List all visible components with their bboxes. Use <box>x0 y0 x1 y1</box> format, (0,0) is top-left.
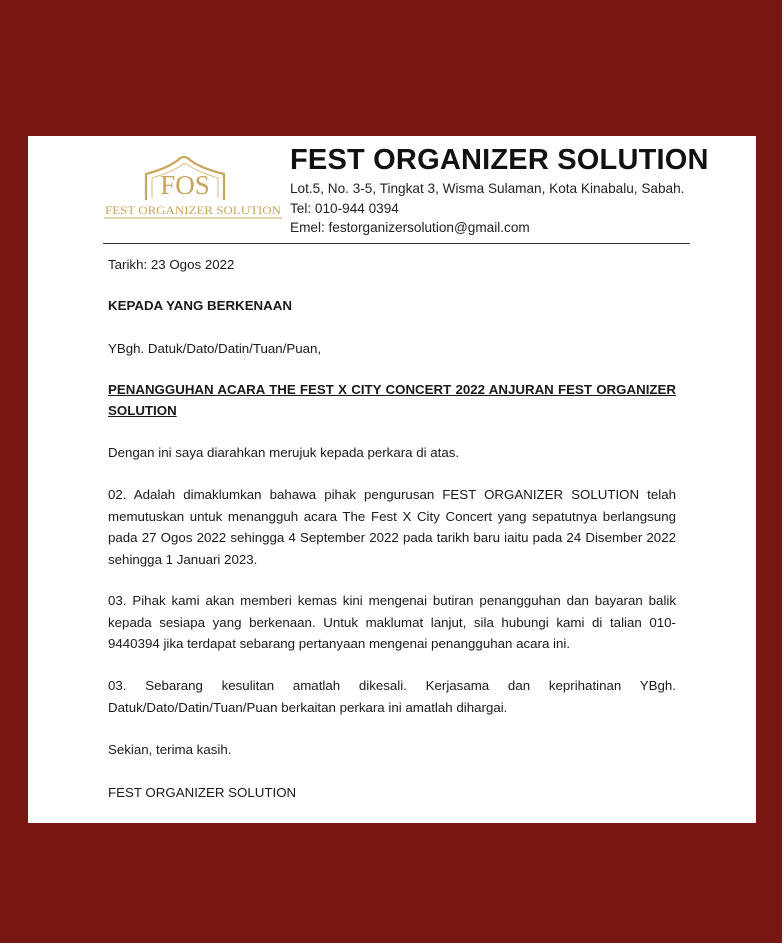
company-address: Lot.5, No. 3-5, Tingkat 3, Wisma Sulaman, Kota Kinabalu, Sabah. <box>290 181 685 196</box>
company-name: FEST ORGANIZER SOLUTION <box>290 144 709 176</box>
letter-date: Tarikh: 23 Ogos 2022 <box>108 257 235 272</box>
logo-wordmark: FEST ORGANIZER SOLUTION <box>105 205 281 217</box>
company-phone: Tel: 010-944 0394 <box>290 201 399 216</box>
letter-subject: PENANGGUHAN ACARA THE FEST X CITY CONCERT 2022 ANJURAN FEST ORGANIZER SOLUTION <box>108 382 676 418</box>
letter-paragraph-2: 02. Adalah dimaklumkan bahawa pihak pengurusan FEST ORGANIZER SOLUTION telah memutuskan untuk menangguh acara The Fest X City Concert yang sepatutnya berlangsung pada 27 Ogos 2022 sehingga 4 September 2022 pada tarikh baru iaitu pada 24 Disember 2022 sehingga 1 Januari 2023. <box>108 487 676 567</box>
letter-paragraph-3: 03. Pihak kami akan memberi kemas kini mengenai butiran penangguhan dan bayaran balik kepada sesiapa yang berkenaan. Untuk maklumat lanjut, sila hubungi kami di talian 010-9440394 jika terdapat sebarang pertanyaan mengenai penangguhan acara ini. <box>108 593 676 651</box>
letter-addressee: KEPADA YANG BERKENAAN <box>108 298 292 313</box>
logo-monogram: FOS <box>160 170 210 200</box>
company-email: Emel: festorganizersolution@gmail.com <box>290 220 530 235</box>
letter-intro: Dengan ini saya diarahkan merujuk kepada perkara di atas. <box>108 445 460 460</box>
letter-closing: Sekian, terima kasih. <box>108 742 232 757</box>
letter-page <box>28 136 756 823</box>
letter-paragraph-4: 03. Sebarang kesulitan amatlah dikesali. Kerjasama dan keprihatinan YBgh. Datuk/Dato/Datin/Tuan/Puan berkaitan perkara ini amatlah dihargai. <box>108 678 676 715</box>
header-divider <box>103 243 690 244</box>
company-logo <box>102 152 284 224</box>
letter-signature: FEST ORGANIZER SOLUTION <box>108 785 297 800</box>
letter-salutation: YBgh. Datuk/Dato/Datin/Tuan/Puan, <box>108 341 322 356</box>
